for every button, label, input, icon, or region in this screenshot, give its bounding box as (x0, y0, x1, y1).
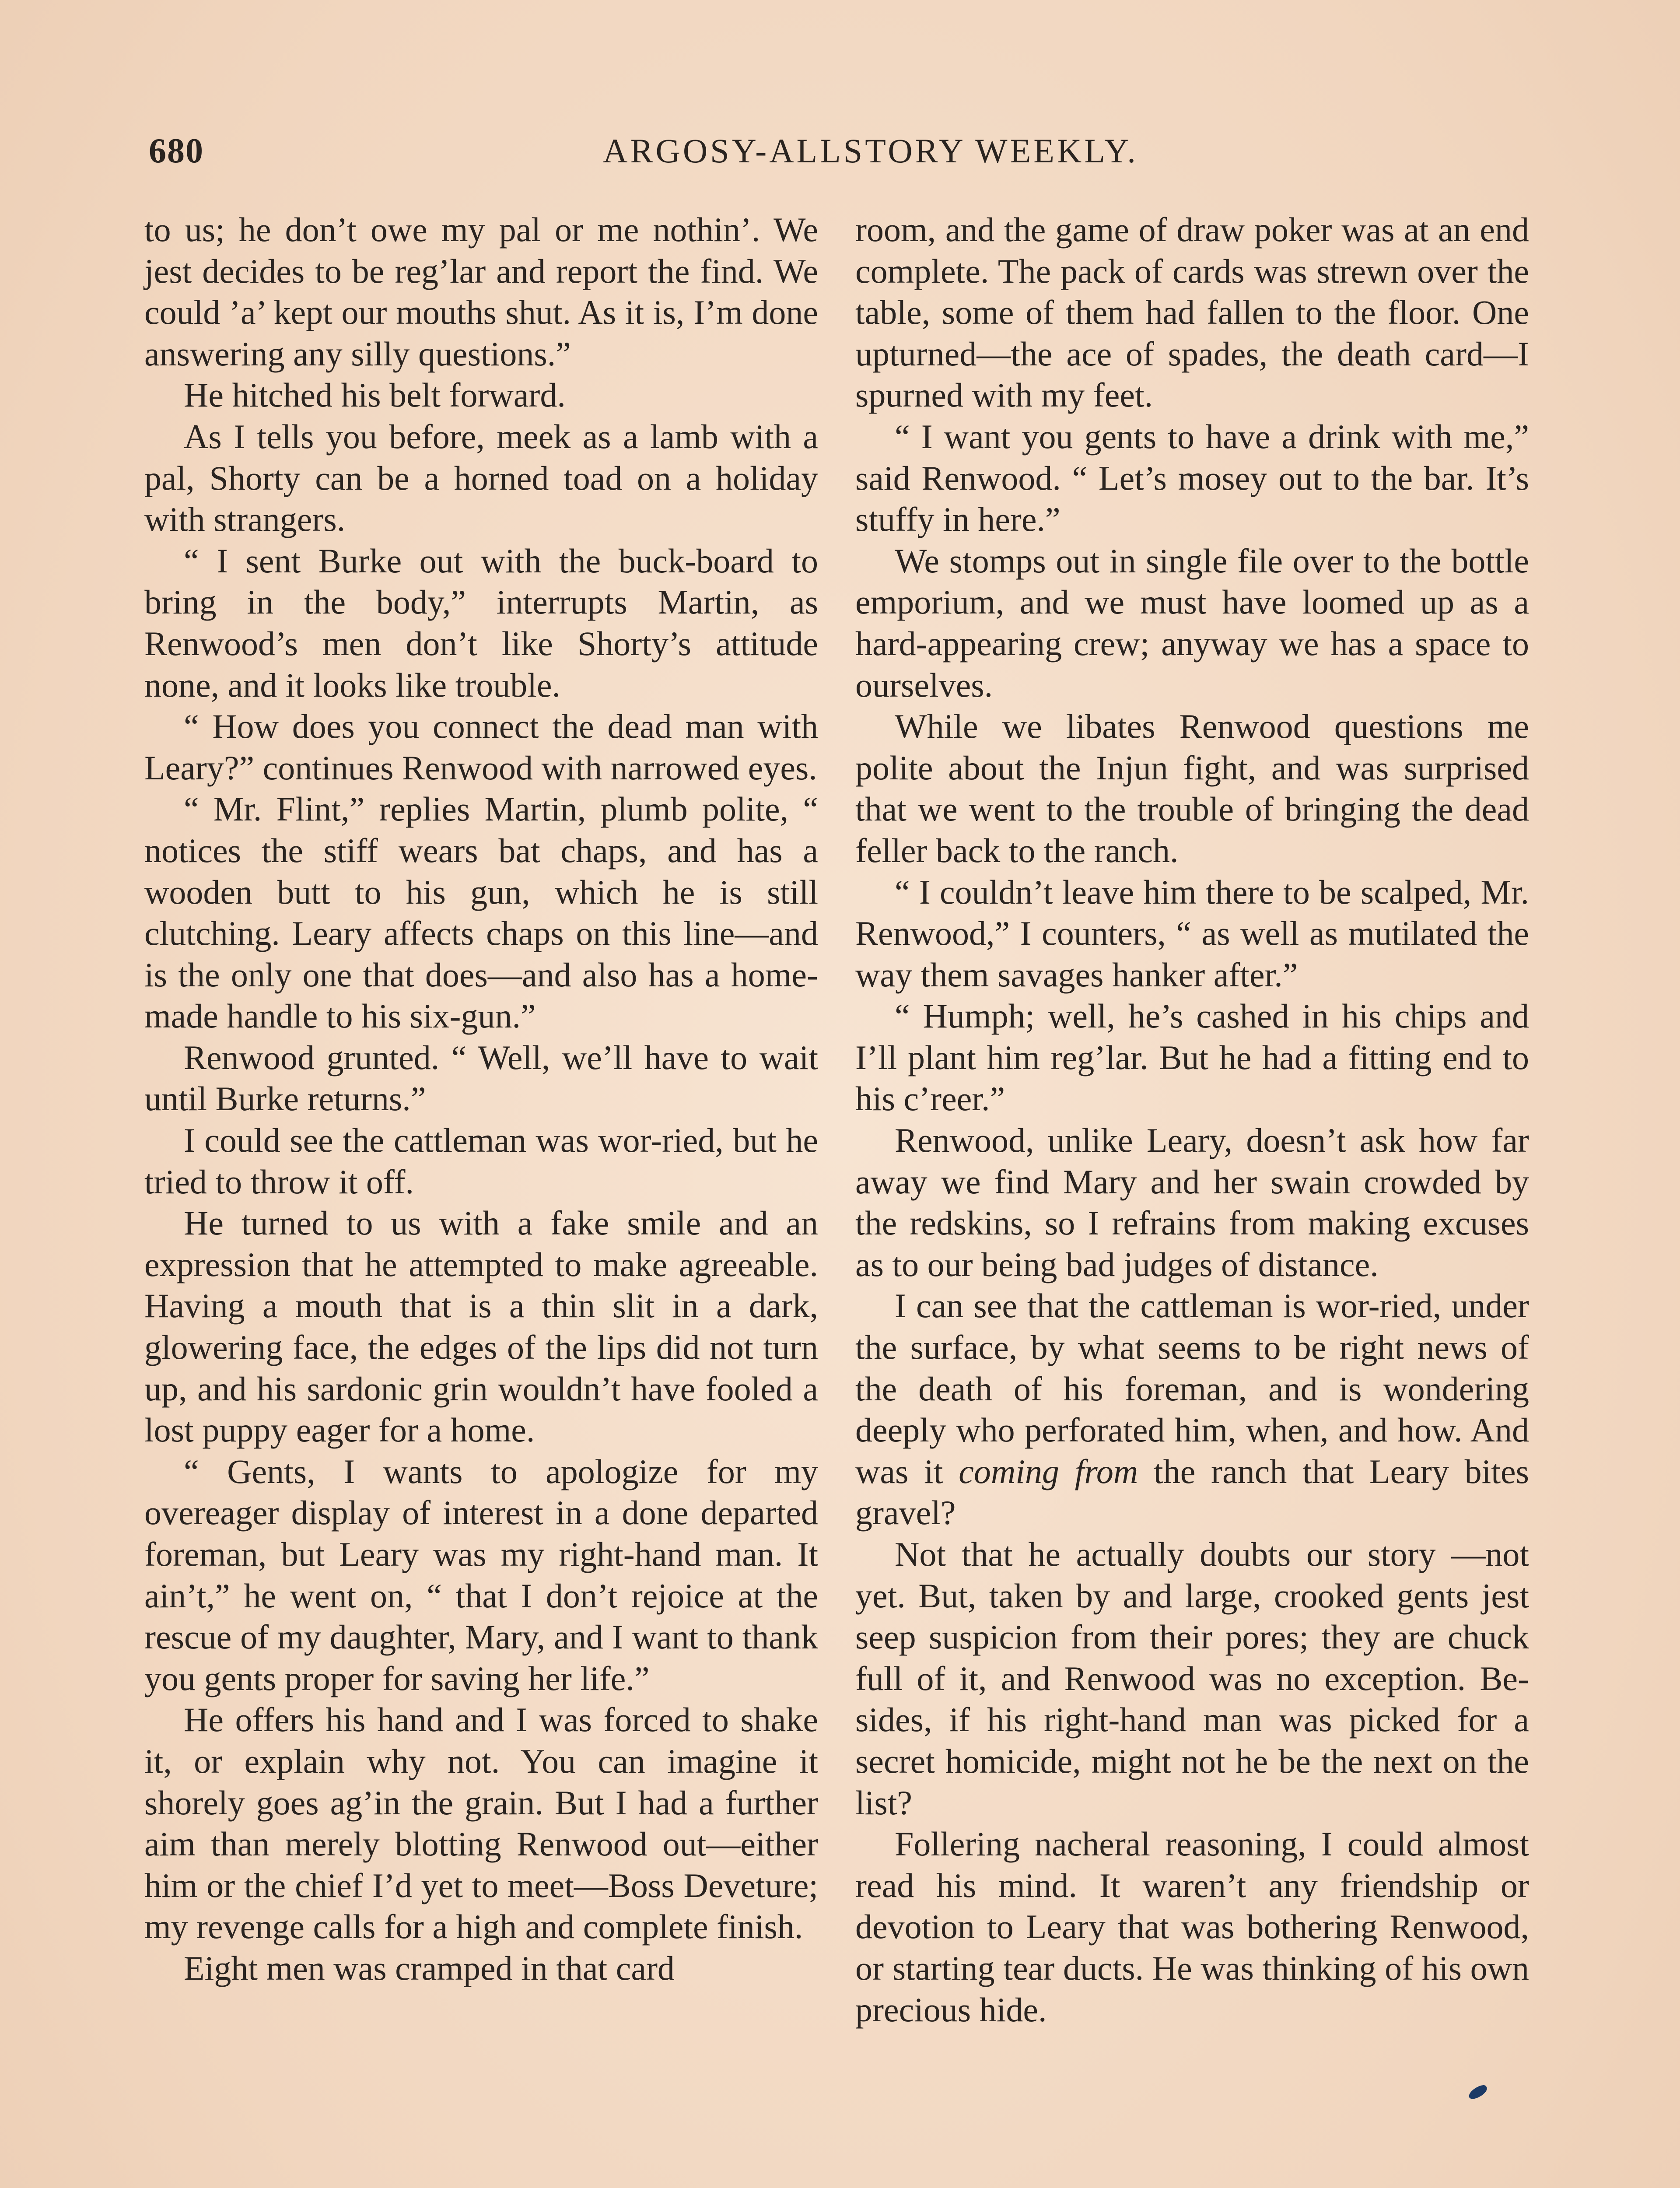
paragraph: “ I sent Burke out with the buck-board to bring in the body,” interrupts Martin, as Renwood’s men don’t like Shorty’s attitude none, and it looks like trouble. (144, 541, 818, 704)
text-run: the ranch that Leary bites gravel? (855, 1452, 1529, 1532)
page-header (149, 131, 1592, 179)
paragraph: “ Gents, I wants to apologize for my overeager display of interest in a done departed foreman, but Leary was my right-hand man. It ain’t,” he went on, “ that I don’t rejoice at the rescue of my daughter, Mary, and I want to thank you gents proper for saving her life.” (144, 1452, 818, 1697)
ink-blot (1467, 2083, 1489, 2101)
paragraph: I could see the cattleman was wor-ried, but he tried to throw it off. (144, 1121, 818, 1201)
paragraph: He turned to us with a fake smile and an expression that he attempted to make agreeable. Having a mouth that is a thin slit in a dark, glowering face, the edges of the lips did not turn up, and his sardonic grin wouldn’t have fooled a lost puppy eager for a home. (144, 1204, 818, 1449)
paragraph: “ Humph; well, he’s cashed in his chips and I’ll plant him reg’lar. But he had a fitting end to his c’reer.” (855, 997, 1529, 1118)
paragraph: He hitched his belt forward. (184, 376, 566, 414)
paragraph: “ I couldn’t leave him there to be scalped, Mr. Renwood,” I counters, “ as well as mutilated the way them savages hanker after.” (855, 873, 1529, 994)
paragraph: He offers his hand and I was forced to shake it, or explain why not. You can imagine it shorely goes ag’in the grain. But I had a further aim than merely blotting Renwood out—either him or the chief I’d yet to meet—Boss Deveture; my revenge calls for a high and complete finish. (144, 1701, 818, 1946)
paragraph: “ Mr. Flint,” replies Martin, plumb polite, “ notices the stiff wears bat chaps, and has a wooden butt to his gun, which he is still clutching. Leary affects chaps on this line—and is the only one that does—and also has a home-made handle to his six-gun.” (144, 790, 818, 1035)
paragraph: Eight men was cramped in that card (184, 1949, 675, 1987)
italic-text: coming from (959, 1452, 1138, 1490)
paragraph: Not that he actually doubts our story —not yet. But, taken by and large, crooked gents jest seep suspicion from their pores; they are chuck full of it, and Renwood was no exception. Be-sides, if his right-hand man was picked for a secret homicide, might not he be the next on the list? (855, 1535, 1529, 1822)
paragraph: to us; he don’t owe my pal or me nothin’. We jest decides to be reg’lar and report the find. We could ’a’ kept our mouths shut. As it is, I’m done answering any silly questions.” (144, 210, 818, 373)
text-run: I can see that the cattleman is wor-ried, under the surface, by what seems to be right news of the death of his foreman, and is wondering deeply who perforated him, when, and how. And was it (855, 1287, 1529, 1490)
paragraph: “ I want you gents to have a drink with me,” said Renwood. “ Let’s mosey out to the bar. It’s stuffy in here.” (855, 417, 1529, 539)
right-column (855, 209, 1529, 2030)
paragraph: Renwood grunted. “ Well, we’ll have to wait until Burke returns.” (144, 1038, 818, 1118)
page-number: 680 (149, 132, 204, 170)
paragraph: Renwood, unlike Leary, doesn’t ask how far away we find Mary and her swain crowded by the redskins, so I refrains from making excuses as to our being bad judges of distance. (855, 1121, 1529, 1283)
paragraph: “ How does you connect the dead man with Leary?” continues Renwood with narrowed eyes. (144, 707, 818, 787)
paragraph: While we libates Renwood questions me polite about the Injun fight, and was surprised that we went to the trouble of bringing the dead feller back to the ranch. (855, 707, 1529, 870)
left-column (144, 209, 818, 1989)
paragraph: We stomps out in single file over to the bottle emporium, and we must have loomed up as a hard-appearing crew; anyway we has a space to ourselves. (855, 541, 1529, 704)
paragraph: room, and the game of draw poker was at an end complete. The pack of cards was strewn over the table, some of them had fallen to the floor. One upturned—the ace of spades, the death card—I spurned with my feet. (855, 210, 1529, 414)
paragraph (855, 1285, 1529, 1534)
paragraph: Follering nacheral reasoning, I could almost read his mind. It waren’t any friendship or devotion to Leary that was bothering Renwood, or starting tear ducts. He was thinking of his own precious hide. (855, 1825, 1529, 2029)
paragraph: As I tells you before, meek as a lamb with a pal, Shorty can be a horned toad on a holiday with strangers. (144, 417, 818, 539)
running-title: ARGOSY-ALLSTORY WEEKLY. (603, 132, 1138, 170)
